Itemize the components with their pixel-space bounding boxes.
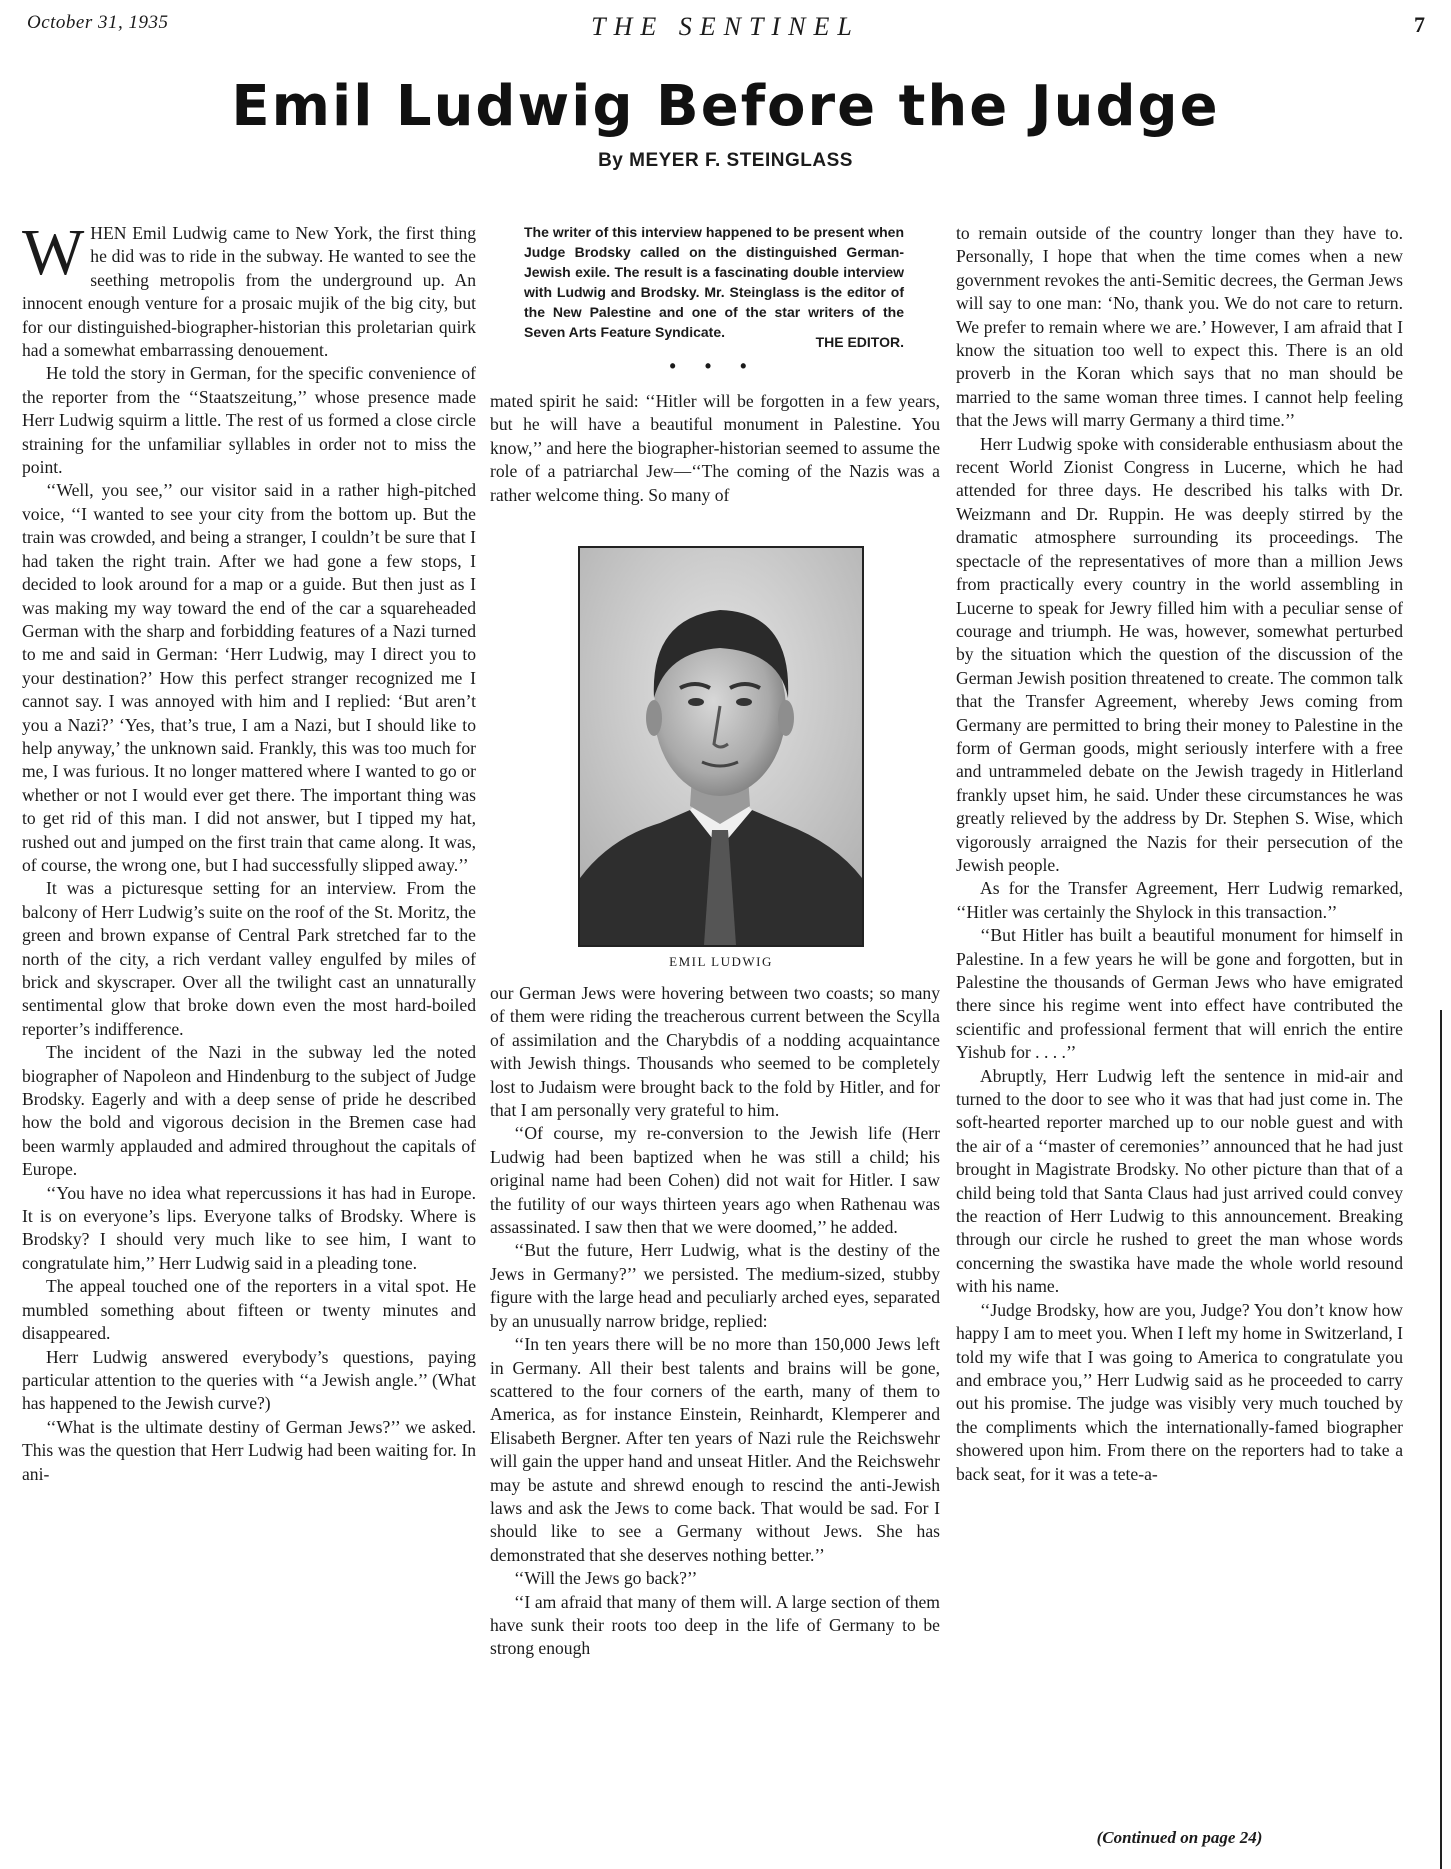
paragraph: HEN Emil Ludwig came to New York, the first thing he did was to ride in the subway. He wanted to see the seething metropolis from the underground up. An innocent enough venture for a prosaic mujik of the big city, but for our distinguished-biographer-historian this proletarian quirk had a somewhat embarrassing denouement. [22,223,476,361]
paragraph: ‘‘But the future, Herr Ludwig, what is the destiny of the Jews in Germany?’’ we persisted. The medium-sized, stubby figure with the large head and peculiarly arched eyes, separated by an unusually narrow bridge, replied: [490,1240,940,1331]
paragraph: Abruptly, Herr Ludwig left the sentence in mid-air and turned to the door to see who it was that had just come in. The soft-hearted reporter marched up to our noble guest and with the air of a ‘‘master of ceremonies’’ announced that he had just brought in Magistrate Brodsky. No other picture than that of a child being told that Santa Claus had just arrived could convey the reaction of Herr Ludwig to this announcement. Breaking through our circle he rushed to greet the man whose words concerning the swastika have made the whole world resound with his name. [956,1065,1403,1297]
paragraph: ‘‘Will the Jews go back?’’ [514,1568,698,1589]
paragraph: our German Jews were hovering between two coasts; so many of them were riding the treacherous current between the Scylla of assimilation and the Charybdis of a nodding acquaintance with Jewish things. Thousands who seemed to be completely lost to Judaism were brought back to the fold by Hitler, and for that I am personally very grateful to him. [490,983,940,1121]
photo-caption: EMIL LUDWIG [669,954,773,969]
running-head [0,12,1451,46]
paragraph: Herr Ludwig spoke with considerable enthusiasm about the recent World Zionist Congress in Lucerne, which he had attended for three days. He described his talks with Dr. Weizmann and Dr. Ruppin. He was deeply stirred by the dramatic atmosphere surrounding its proceedings. The spectacle of the representatives of more than a million Jews from practically every country in the world assembling in Lucerne to speak for Jewry filled him with a peculiar sense of courage and triumph. He was, however, somewhat perturbed by the situation which the question of the discussion of the German Jewish position threatened to create. The common talk that the Transfer Agreement, whereby Jews coming from Germany are permitted to bring their money to Palestine in the form of German goods, might seriously interfere with a free and untrammeled debate on the Jewish tragedy in Hitlerland frankly upset him, he said. Under these circumstances he was greatly relieved by the address by Dr. Stephen S. Wise, which vigorously arraigned the Nazis for their persecution of the Jewish people. [956,433,1403,875]
article-headline: Emil Ludwig Before the Judge [231,74,1220,139]
column-middle-top [490,390,940,507]
paragraph: He told the story in German, for the specific convenience of the reporter from the ‘‘Staatszeitung,’’ whose presence made Herr Ludwig squirm a little. The rest of us formed a close circle straining for the unfamiliar syllables in order not to miss the point. [22,363,476,478]
paragraph: to remain outside of the country longer than they have to. Personally, I hope that when the time comes when a new government revokes the anti-Semitic decrees, the German Jews will say to one man: ‘No, thank you. We do not care to return. We prefer to remain where we are.’ However, I am afraid that I know the situation too well to expect this. There is an old proverb in the Koran which says that no man should be married to the same woman three times. I cannot help feeling that the Jews will marry Germany a third time.’’ [956,223,1403,431]
continuation-note: (Continued on page 24) [1096,1828,1263,1847]
paragraph: ‘‘What is the ultimate destiny of German Jews?’’ we asked. This was the question that Herr Ludwig had been waiting for. In ani- [22,1416,476,1484]
publication-name: THE SENTINEL [591,12,860,41]
paragraph: As for the Transfer Agreement, Herr Ludwig remarked, ‘‘Hitler was certainly the Shylock in this transaction.’’ [956,878,1403,922]
paragraph: ‘‘I am afraid that many of them will. A large section of them have sunk their roots too deep in the life of Germany to be strong enough [490,1591,940,1659]
portrait-image [580,548,862,945]
paragraph: The incident of the Nazi in the subway led the noted biographer of Napoleon and Hindenburg to the subject of Judge Brodsky. Eagerly and with a deep sense of pride he described how the bold and vigorous decision in the Bremen case had been warmly applauded and admired throughout the capitals of Europe. [22,1042,476,1180]
column-right [956,222,1403,1486]
paragraph: Herr Ludwig answered everybody’s questions, paying particular attention to the queries with ‘‘a Jewish angle.’’ (What has happened to the Jewish curve?) [22,1346,476,1414]
paragraph: It was a picturesque setting for an interview. From the balcony of Herr Ludwig’s suite on the roof of the St. Moritz, the green and brown expanse of Central Park stretched far to the north of the city, a rich verdant valley engulfed by miles of brick and skyscraper. Over all the twilight cast an unnaturally sentimental glow that broke down even the most hard-boiled reporter’s indifference. [22,878,476,1039]
column-middle-bottom [490,982,940,1661]
paragraph: ‘‘Of course, my re-conversion to the Jewish life (Herr Ludwig had been baptized when he was still a child; his original name had been Cohen) did not wait for Hitler. I saw the futility of our ways thirteen years ago when Rathenau was assassinated. I saw then that we were doomed,’’ he added. [490,1123,940,1238]
page-number: 7 [1414,12,1425,37]
paragraph: ‘‘You have no idea what repercussions it has had in Europe. It is on everyone’s lips. Everyone talks of Brodsky. Where is Brodsky? I should very much like to see him, I want to congratulate him,’’ Herr Ludwig said in a pleading tone. [22,1182,476,1273]
page-edge-rule [1440,1010,1442,1869]
portrait-photo [578,546,864,947]
drop-cap: W [22,216,85,289]
column-left [22,216,476,1486]
editor-note: The writer of this interview happened to be present when Judge Brodsky called on the distinguished German-Jewish exile. The result is a fascinating double interview with Ludwig and Brodsky. Mr. Steinglass is the editor of the New Palestine and one of the star writers of the Seven Arts Feature Syndicate. [524,224,904,340]
paragraph: The appeal touched one of the reporters in a vital spot. He mumbled something about fifteen or twenty minutes and disappeared. [22,1276,476,1344]
paragraph: ‘‘In ten years there will be no more than 150,000 Jews left in Germany. All their best talents and brains will be gone, scattered to the four corners of the earth, many of them to America, as for instance Einstein, Reinhardt, Klemperer and Elisabeth Bergner. After ten years of Nazi rule the Reichswehr will gain the upper hand and unseat Hitler. And the Reichswehr may be astute and shrewd enough to rescind the anti-Jewish laws and ask the Jews to come back. That would be sad. For I should like to see a Germany without Jews. She has demonstrated that she deserves nothing better.’’ [490,1334,940,1565]
editor-signature: THE EDITOR. [815,334,904,350]
section-separator: • • • [669,356,759,376]
article-byline: By MEYER F. STEINGLASS [598,150,853,171]
issue-date: October 31, 1935 [27,12,169,33]
paragraph: ‘‘But Hitler has built a beautiful monument for himself in Palestine. In a few years he will be gone and forgotten, but in Palestine the thousands of German Jews who have emigrated there since his regime went into effect have contributed the scientific and professional ferment that will enrich the entire Yishub for . . . .’’ [956,925,1403,1063]
paragraph: ‘‘Judge Brodsky, how are you, Judge? You don’t know how happy I am to meet you. When I left my home in Switzerland, I told my wife that I was going to America to congratulate you and embrace you,’’ Herr Ludwig said as he proceeded to carry out his promise. The judge was visibly very much touched by the compliments which the internationally-famed biographer showered upon him. From there on the reporters had to take a back seat, for it was a tete-a- [956,1299,1403,1484]
paragraph: ‘‘Well, you see,’’ our visitor said in a rather high-pitched voice, ‘‘I wanted to see your city from the bottom up. But the train was crowded, and being a stranger, I couldn’t be sure that I had taken the right train. After we had gone a few stops, I decided to look around for a map or a guide. But then just as I was making my way toward the end of the car a squareheaded German with the sharp and forbidding features of a Nazi turned to me and said in German: ‘Herr Ludwig, may I direct you to your destination?’ How this perfect stranger recognized me I cannot say. I was annoyed with him and I replied: ‘But aren’t you a Nazi?’ ‘Yes, that’s true, I am a Nazi, but I should like to help anyway,’ the unknown said. Frankly, this was too much for me, I was furious. It no longer mattered where I wanted to go or whether or not I would ever get there. The important thing was to get rid of this man. I did not answer, but I tipped my hat, rushed out and jumped on the first train that came along. It was, of course, the wrong one, but I had successfully slipped away.’’ [22,480,476,875]
paragraph: mated spirit he said: ‘‘Hitler will be forgotten in a few years, but he will have a beautiful monument in Palestine. You know,’’ and here the biographer-historian seemed to assume the role of a patriarchal Jew—‘‘The coming of the Nazis was a rather welcome thing. So many of [490,391,940,505]
